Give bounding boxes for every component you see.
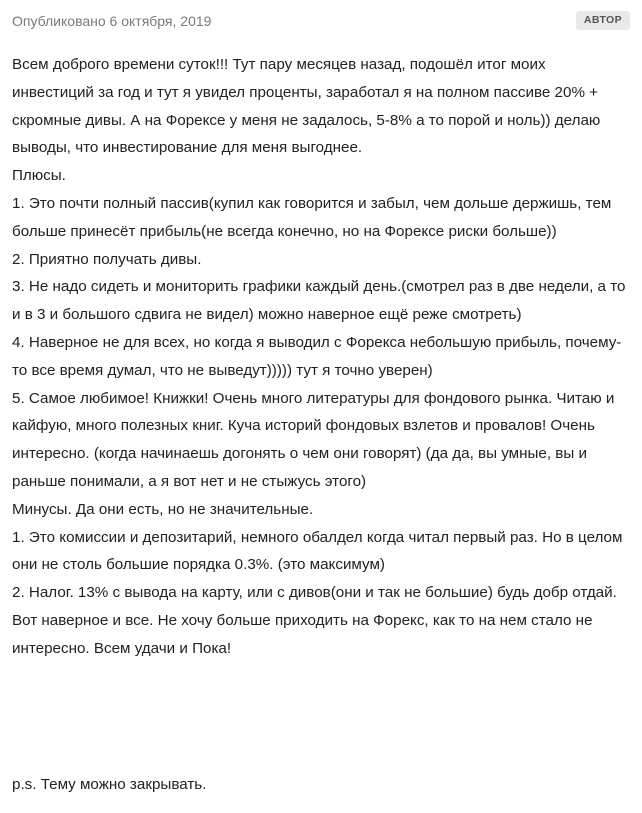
post-paragraph: 5. Самое любимое! Книжки! Очень много литературы для фондового рынка. Читаю и кайфую, много полезных книг. Куча историй фондовых взлетов и провалов! Очень интересно. (когда начинаешь догонять о чем они говорят) (да да, вы умные, вы и раньше понимали, а я вот нет и не стыжусь этого) [12, 389, 615, 490]
post-header [12, 11, 630, 31]
author-badge: АВТОР [576, 11, 630, 30]
post-paragraph: Плюсы. [12, 167, 66, 185]
post-paragraph: Вот наверное и все. Не хочу больше приходить на Форекс, как то на нем стало не интересно. Всем удачи и Пока! [12, 611, 593, 657]
post-paragraph: 3. Не надо сидеть и мониторить графики каждый день.(смотрел раз в две недели, а то и в 3 и большого сдвига не видел) можно наверное ещё реже смотреть) [12, 278, 626, 324]
post-ps: p.s. Тему можно закрывать. [12, 776, 207, 793]
post-paragraph: Всем доброго времени суток!!! Тут пару месяцев назад, подошёл итог моих инвестиций за год и тут я увидел проценты, заработал я на полном пассиве 20% + скромные дивы. А на Форексе у меня не задалось, 5-8% а то порой и ноль)) делаю выводы, что инвестирование для меня выгоднее. [12, 56, 601, 157]
publish-date: Опубликовано 6 октября, 2019 [12, 13, 212, 29]
post-body [12, 51, 630, 663]
post-paragraph: 1. Это почти полный пассив(купил как говорится и забыл, чем дольше держишь, тем больше принесёт прибыль(не всегда конечно, но на Форексе риски больше)) [12, 194, 612, 240]
post-paragraph: 2. Налог. 13% с вывода на карту, или с дивов(они и так не большие) будь добр отдай. [12, 584, 617, 602]
post-paragraph: 4. Наверное не для всех, но когда я выводил с Форекса небольшую прибыль, почему-то все время думал, что не выведут))))) тут я точно уверен) [12, 333, 622, 379]
post-paragraph: Минусы. Да они есть, но не значительные. [12, 500, 314, 518]
post-paragraph: 1. Это комиссии и депозитарий, немного обалдел когда читал первый раз. Но в целом они не столь большие порядка 0.3%. (это максимум) [12, 528, 623, 574]
post-paragraph: 2. Приятно получать дивы. [12, 250, 202, 268]
